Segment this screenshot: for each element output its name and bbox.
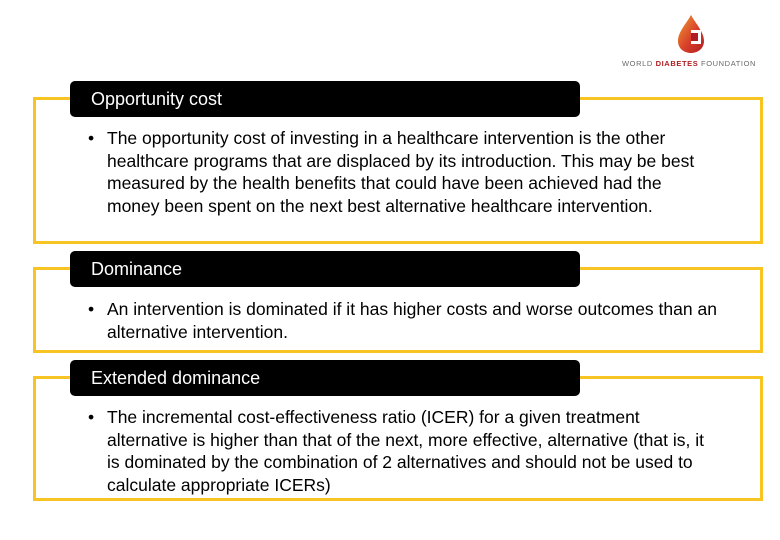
opportunity-cost-header: Opportunity cost <box>70 81 580 117</box>
dominance-text: An intervention is dominated if it has higher costs and worse outcomes than an alternative intervention. <box>107 299 717 342</box>
extended-dominance-text: The incremental cost-effectiveness ratio (ICER) for a given treatment alternative is higher than that of the next, more effective, alternative (that is, it is dominated by the combination of 2 alternatives and should not be used to calculate appropriate ICERs) <box>107 407 704 495</box>
bullet-marker: • <box>88 299 95 319</box>
blood-drop-icon <box>674 14 708 54</box>
opportunity-cost-text: The opportunity cost of investing in a healthcare intervention is the other healthcare programs that are displaced by its introduction. This may be best measured by the health benefits that could have been achieved had the money been spent on the next best alternative healthcare intervention. <box>107 128 695 216</box>
dominance-header: Dominance <box>70 251 580 287</box>
world-diabetes-foundation-logo <box>622 14 762 70</box>
extended-dominance-bullet <box>88 406 718 496</box>
extended-dominance-header: Extended dominance <box>70 360 580 396</box>
dominance-bullet <box>88 298 718 343</box>
opportunity-cost-bullet <box>88 127 718 217</box>
bullet-marker: • <box>88 407 95 427</box>
logo-wordmark: WORLD DIABETES FOUNDATION <box>622 59 757 68</box>
bullet-marker: • <box>88 128 95 148</box>
